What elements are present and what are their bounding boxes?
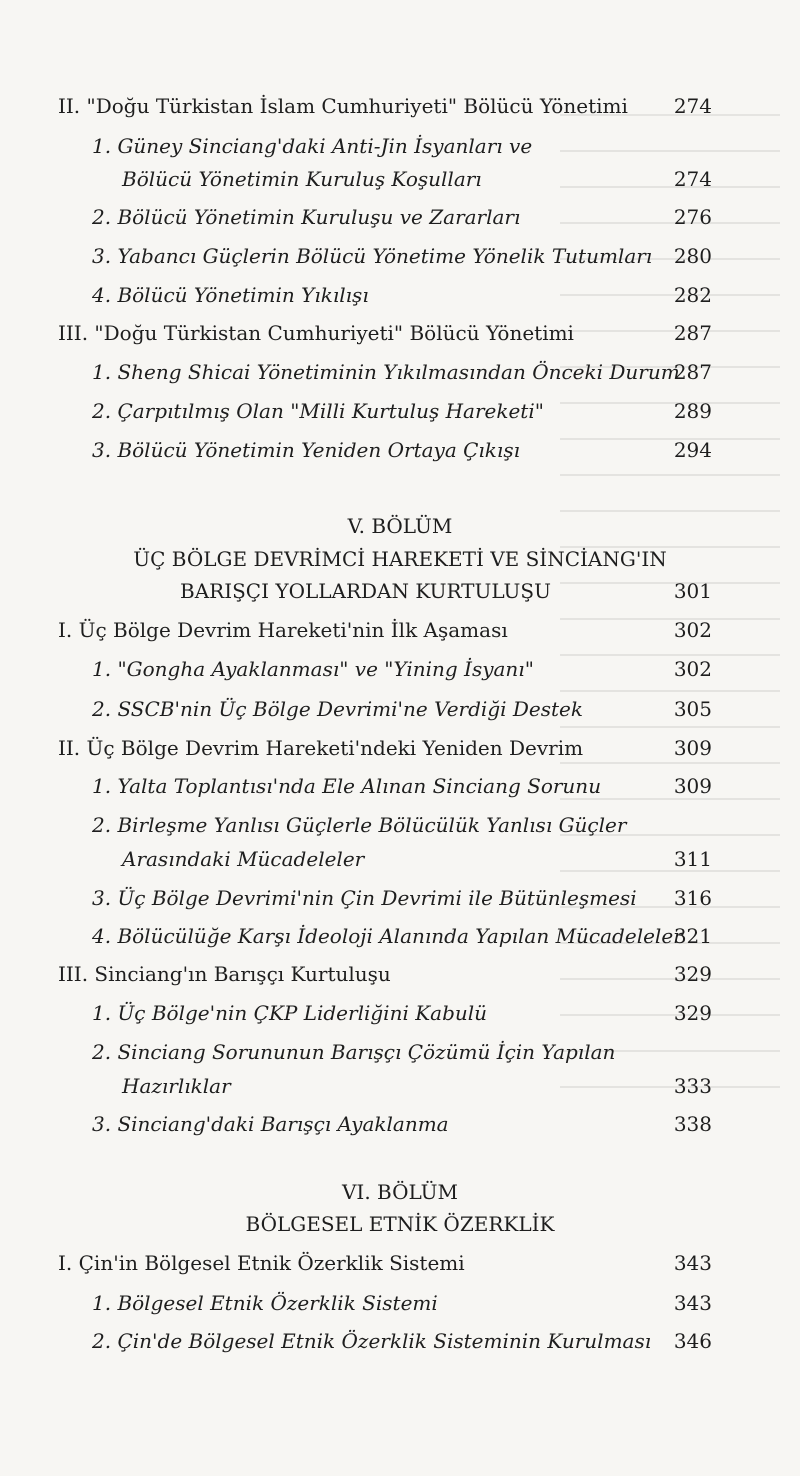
entry-title: 2. Birleşme Yanlısı Güçlerle Bölücülük Yanlısı Güçler [92, 813, 627, 837]
page-number: 274 [673, 94, 712, 118]
entry-title: 2. Bölücü Yönetimin Kuruluşu ve Zararları [92, 205, 521, 229]
entry-title: 3. Yabancı Güçlerin Bölücü Yönetime Yönelik Tutumları [92, 244, 653, 268]
page-number: 333 [673, 1074, 712, 1098]
page-number: 309 [673, 736, 712, 760]
page-number: 289 [673, 399, 712, 423]
entry-title: 2. Sinciang Sorununun Barışçı Çözümü İçin Yapılan [92, 1040, 616, 1064]
page-number: 343 [673, 1291, 712, 1315]
page-number: 338 [673, 1112, 712, 1136]
entry-title: 1. Bölgesel Etnik Özerklik Sistemi [92, 1291, 438, 1315]
page-number: 329 [673, 962, 712, 986]
entry-title: II. "Doğu Türkistan İslam Cumhuriyeti" Bölücü Yönetimi [58, 94, 628, 118]
page-number: 311 [673, 847, 712, 871]
page-number: 287 [673, 360, 712, 384]
page-number: 294 [673, 438, 712, 462]
entry-title: 3. Üç Bölge Devrimi'nin Çin Devrimi ile Bütünleşmesi [92, 886, 637, 910]
entry-title: Hazırlıklar [122, 1074, 231, 1098]
page-number: 274 [673, 167, 712, 191]
page-number: 301 [673, 579, 712, 603]
entry-title: Arasındaki Mücadeleler [122, 847, 365, 871]
entry-title: Bölücü Yönetimin Kuruluş Koşulları [122, 167, 482, 191]
entry-title: 4. Bölücü Yönetimin Yıkılışı [92, 283, 369, 307]
entry-title: 4. Bölücülüğe Karşı İdeoloji Alanında Yapılan Mücadeleler [92, 924, 683, 948]
page-number: 302 [673, 657, 712, 681]
entry-title: 2. SSCB'nin Üç Bölge Devrimi'ne Verdiği Destek [92, 697, 583, 721]
page-number: 282 [673, 283, 712, 307]
page-number: 309 [673, 774, 712, 798]
page-number: 302 [673, 618, 712, 642]
page-number: 305 [673, 697, 712, 721]
entry-title: 1. Yalta Toplantısı'nda Ele Alınan Sinciang Sorunu [92, 774, 602, 798]
entry-title: III. "Doğu Türkistan Cumhuriyeti" Bölücü Yönetimi [58, 321, 574, 345]
page-number: 343 [673, 1251, 712, 1275]
chapter-title: BÖLGESEL ETNİK ÖZERKLİK [245, 1212, 555, 1236]
entry-title: 3. Bölücü Yönetimin Yeniden Ortaya Çıkışı [92, 438, 520, 462]
page-number: 321 [673, 924, 712, 948]
entry-title: I. Çin'in Bölgesel Etnik Özerklik Sistemi [58, 1251, 465, 1275]
entry-title: 1. Güney Sinciang'daki Anti-Jin İsyanları ve [92, 134, 533, 158]
entry-title: 1. Üç Bölge'nin ÇKP Liderliğini Kabulü [92, 1001, 488, 1025]
entry-title: II. Üç Bölge Devrim Hareketi'ndeki Yeniden Devrim [58, 736, 584, 760]
page-number: 346 [673, 1329, 712, 1353]
page-number: 316 [673, 886, 712, 910]
chapter-title-line-1: ÜÇ BÖLGE DEVRİMCİ HAREKETİ VE SİNCİANG'IN [133, 547, 667, 571]
page-number: 276 [673, 205, 712, 229]
entry-title: 1. "Gongha Ayaklanması" ve "Yining İsyanı" [92, 657, 534, 681]
chapter-number: V. BÖLÜM [347, 514, 453, 538]
chapter-number: VI. BÖLÜM [341, 1180, 459, 1204]
entry-title: 3. Sinciang'daki Barışçı Ayaklanma [92, 1112, 449, 1136]
entry-title: 2. Çin'de Bölgesel Etnik Özerklik Sisteminin Kurulması [92, 1329, 652, 1353]
entry-title: 2. Çarpıtılmış Olan "Milli Kurtuluş Hareketi" [92, 399, 544, 423]
page-number: 280 [673, 244, 712, 268]
entry-title: 1. Sheng Shicai Yönetiminin Yıkılmasından Önceki Durum [92, 360, 680, 384]
chapter-title-line-2: BARIŞÇI YOLLARDAN KURTULUŞU [180, 579, 551, 603]
page-number: 287 [673, 321, 712, 345]
entry-title: III. Sinciang'ın Barışçı Kurtuluşu [58, 962, 391, 986]
entry-title: I. Üç Bölge Devrim Hareketi'nin İlk Aşaması [58, 618, 508, 642]
page-number: 329 [673, 1001, 712, 1025]
